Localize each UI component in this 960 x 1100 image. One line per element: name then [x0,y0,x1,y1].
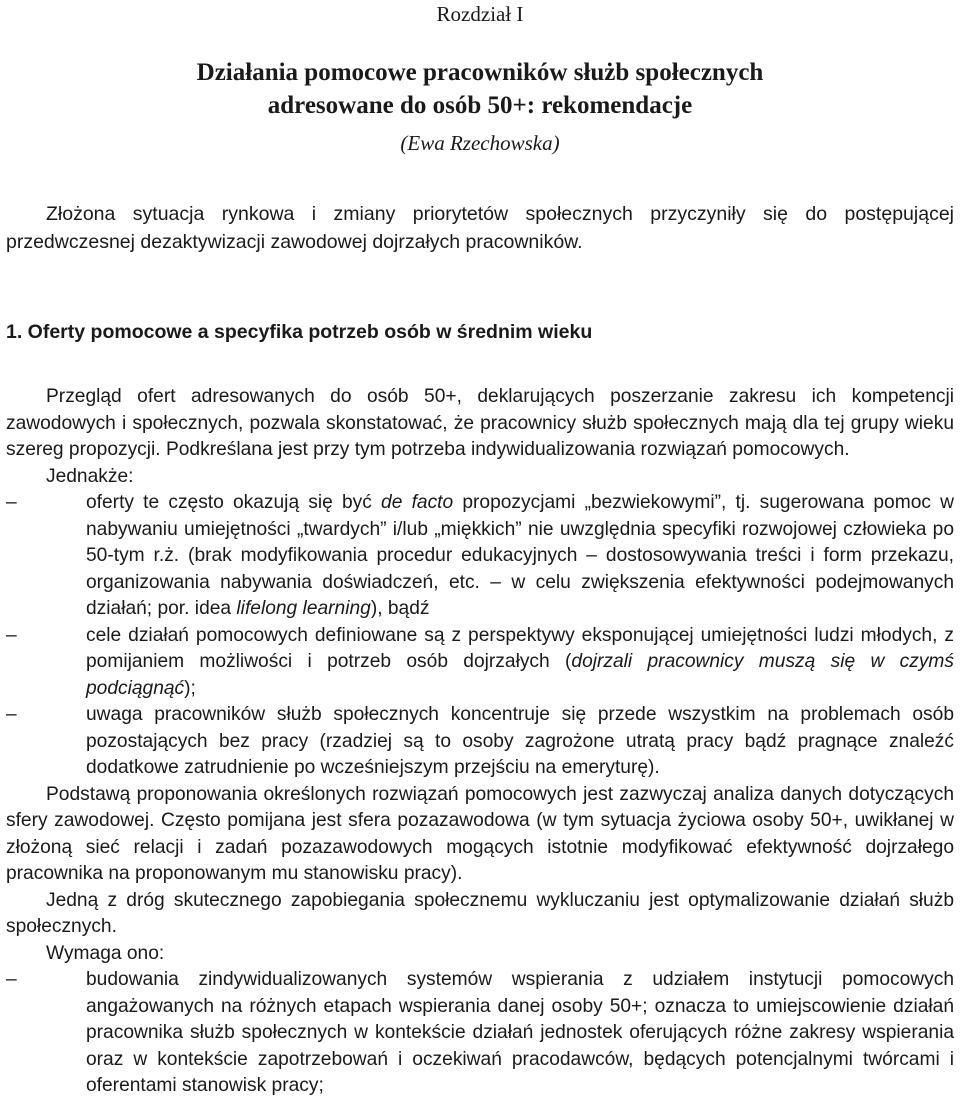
bullet-list-2 [6,967,954,1100]
list-item [6,967,954,1100]
list-item [6,623,954,703]
list-item-text: cele działań pomocowych definiowane są z perspektywy eksponującej umiejętności ludzi młodych, z pomijaniem możliwości i potrzeb osób dojrzałych ( [86,624,954,672]
paragraph-1: Przegląd ofert adresowanych do osób 50+, deklarujących poszerzanie zakresu ich kompetencji zawodowych i społecznych, pozwala skonstatować, że pracownicy służb społecznych mają dla tej grupy wieku szereg propozycji. Podkreślana jest przy tym potrzeba indywidualizowania rozwiązań pomocowych. [6,386,954,460]
list-item-text: oferty te często okazują się być [86,492,382,513]
bullet-list-1 [6,490,954,782]
chapter-title [6,56,954,122]
list-item [6,702,954,782]
list-item-text: budowania zindywidualizowanych systemów wspierania z udziałem instytucji pomocowych angażowanych na różnych etapach wspierania danej osoby 50+; oznacza to umiejscowienie działań pracownika służb społecznych w kontekście działań jednostek oferujących różne zakresy wspierania oraz w kontekście zapotrzebowań i oczekiwań pracodawców, będących potencjalnymi twórcami i oferentami stanowisk pracy; [86,969,954,1096]
chapter-label: Rozdział I [436,2,524,26]
list-item-text: ), bądź [370,598,430,619]
section-heading: 1. Oferty pomocowe a specyfika potrzeb osób w średnim wieku [6,321,593,343]
list-item-italic: dojrzali pracownicy muszą się w czymś podciągnąć [86,651,954,699]
list-item [6,490,954,623]
dash-marker: – [6,969,17,990]
intro-paragraph: Złożona sytuacja rynkowa i zmiany priorytetów społecznych przyczyniły się do postępującej przedwczesnej dezaktywizacji zawodowej dojrzałych pracowników. [6,203,954,253]
list-item-italic: de facto [381,492,454,513]
paragraph-3: Podstawą proponowania określonych rozwiązań pomocowych jest zazwyczaj analiza danych dotyczących sfery zawodowej. Często pomijana jest sfera pozazawodowa (w tym sytuacja życiowa osoby 50+, uwikłanej w złożoną sieć relacji i zadań pozazawodowych mogących istotnie modyfikować efektywność dojrzałego pracownika na proponowanym mu stanowisku pracy). [6,783,954,884]
paragraph-4: Jedną z dróg skutecznego zapobiegania społecznemu wykluczaniu jest optymalizowanie działań służb społecznych. [6,889,954,937]
chapter-title-line1: Działania pomocowe pracowników służb społecznych [196,59,764,86]
list-item-text: ); [184,677,196,699]
paragraph-5: Wymaga ono: [46,942,165,964]
dash-marker: – [6,492,17,513]
dash-marker: – [6,704,17,725]
list-item-italic: lifelong learning [236,598,371,619]
list-item-text: uwaga pracowników służb społecznych koncentruje się przede wszystkim na problemach osób pozostających bez pracy (rzadziej są to osoby zagrożone utratą pracy bądź pragnące znaleźć dodatkowe zatrudnienie po wcześniejszym przejściu na emeryturę). [86,704,954,778]
chapter-title-line2: adresowane do osób 50+: rekomendacje [267,92,693,119]
dash-marker: – [6,624,17,646]
paragraph-2: Jednakże: [46,465,134,487]
author: (Ewa Rzechowska) [400,131,560,155]
list-item-text: propozycjami „bezwiekowymi”, tj. sugerowana pomoc w nabywaniu umiejętności „twardych” i/lub „miękkich” nie uwzględnia specyfiki rozwojowej człowieka po 50-tym r.ż. (brak modyfikowania procedur edukacyjnych – dostosowywania treści i form przekazu, organizowania nabywania doświadczeń, etc. – w celu zwiększenia efektywności podejmowanych działań; por. idea [86,492,954,619]
section-body [6,384,954,1100]
